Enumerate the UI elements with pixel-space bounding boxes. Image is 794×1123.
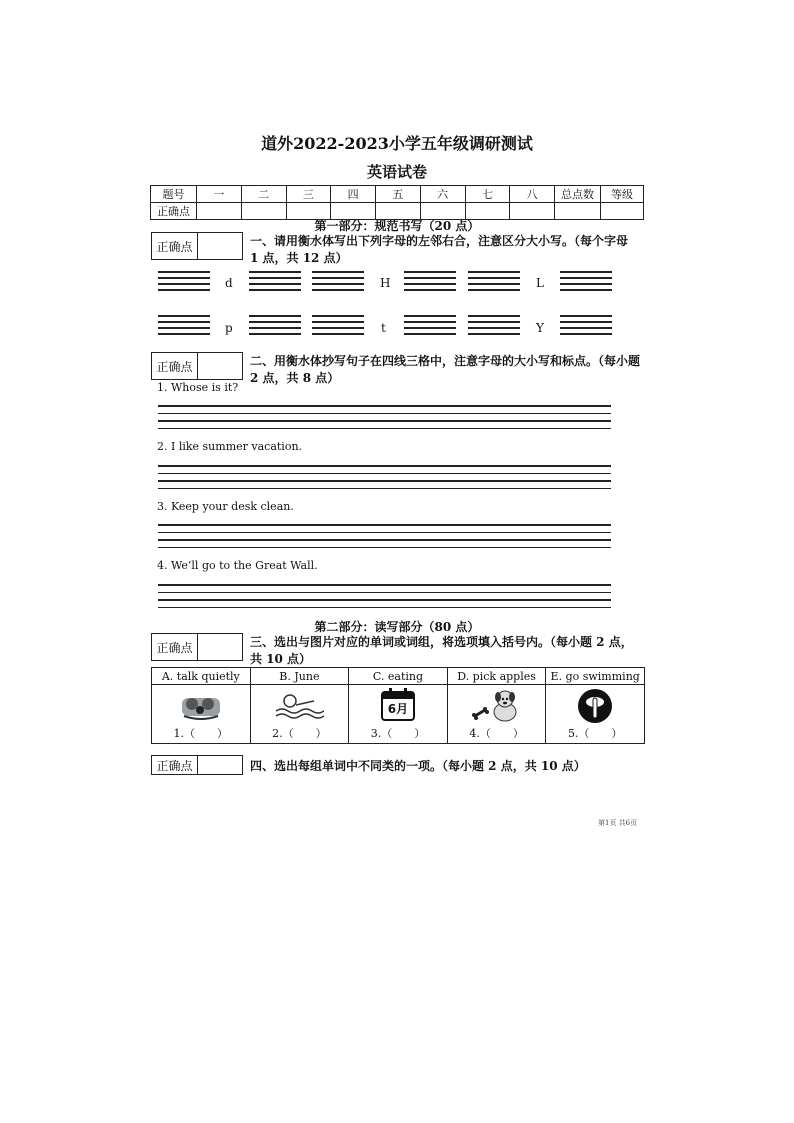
writing-lines[interactable] bbox=[312, 315, 364, 339]
writing-lines[interactable] bbox=[468, 315, 520, 339]
option-cell: A. talk quietly bbox=[152, 668, 251, 685]
given-letter: H bbox=[380, 276, 391, 290]
exam-subtitle: 英语试卷 bbox=[366, 163, 427, 181]
options-row bbox=[152, 668, 645, 685]
part1-title: 第一部分：规范书写（20 点） bbox=[314, 219, 480, 233]
score-box-label: 正确点 bbox=[152, 233, 198, 259]
writing-lines[interactable] bbox=[404, 271, 456, 295]
score-table bbox=[150, 185, 644, 220]
answer-blank[interactable]: 5.（ ） bbox=[567, 727, 623, 740]
option-cell: C. eating bbox=[349, 668, 448, 685]
sentence-prompt: 4. We’ll go to the Great Wall. bbox=[157, 559, 318, 572]
writing-lines[interactable] bbox=[468, 271, 520, 295]
given-letter: L bbox=[536, 276, 544, 290]
picture-cell bbox=[546, 685, 645, 744]
score-cell: 六 bbox=[420, 186, 465, 203]
q2-instruction: 二、用衡水体抄写句子在四线三格中，注意字母的大小写和标点。（每小题 2 点，共 8 点） bbox=[250, 354, 641, 385]
score-cell: 二 bbox=[241, 186, 286, 203]
answer-blank[interactable]: 3.（ ） bbox=[370, 727, 426, 740]
eating-picture bbox=[152, 687, 250, 725]
score-cell: 八 bbox=[510, 186, 555, 203]
option-cell: D. pick apples bbox=[447, 668, 546, 685]
score-box-label: 正确点 bbox=[152, 756, 198, 774]
option-cell: E. go swimming bbox=[546, 668, 645, 685]
sentence-prompt: 3. Keep your desk clean. bbox=[157, 500, 294, 513]
sentence-writing-lines[interactable] bbox=[158, 465, 611, 495]
q1-instruction: 一、请用衡水体写出下列字母的左邻右合，注意区分大小写。（每个字母 1 点，共 12 点） bbox=[250, 234, 629, 265]
q3-score-box bbox=[151, 633, 243, 661]
pictures-row bbox=[152, 685, 645, 744]
sentence-prompt: 2. I like summer vacation. bbox=[157, 440, 303, 453]
score-box-label: 正确点 bbox=[152, 634, 198, 660]
q2-score-box bbox=[151, 352, 243, 380]
score-box-blank[interactable] bbox=[198, 634, 242, 660]
writing-lines[interactable] bbox=[158, 271, 210, 295]
score-cell: 七 bbox=[465, 186, 510, 203]
sentence-writing-lines[interactable] bbox=[158, 524, 611, 554]
answer-blank[interactable]: 1.（ ） bbox=[173, 727, 229, 740]
writing-lines[interactable] bbox=[560, 271, 612, 295]
q4-instruction: 四、选出每组单词中不同类的一项。（每小题 2 点，共 10 点） bbox=[250, 759, 586, 773]
sentence-prompt: 1. Whose is it? bbox=[157, 381, 239, 394]
exam-title: 道外2022-2023小学五年级调研测试 bbox=[261, 134, 533, 153]
dog-bone-picture bbox=[448, 687, 546, 725]
score-cell: 四 bbox=[331, 186, 376, 203]
score-box-blank[interactable] bbox=[198, 353, 242, 379]
picture-cell bbox=[349, 685, 448, 744]
given-letter: t bbox=[381, 321, 386, 335]
score-cell: 一 bbox=[197, 186, 242, 203]
q1-score-box bbox=[151, 232, 243, 260]
q4-score-box bbox=[151, 755, 243, 775]
given-letter: d bbox=[225, 276, 233, 290]
picture-cell bbox=[447, 685, 546, 744]
option-cell: B. June bbox=[250, 668, 349, 685]
writing-lines[interactable] bbox=[404, 315, 456, 339]
writing-lines[interactable] bbox=[249, 271, 301, 295]
score-cell: 三 bbox=[286, 186, 331, 203]
score-table-header-row bbox=[151, 186, 644, 203]
q3-instruction: 三、选出与图片对应的单词或词组，将选项填入括号内。（每小题 2 点，共 10 点） bbox=[250, 635, 633, 666]
calendar-icon bbox=[349, 687, 447, 725]
sentence-writing-lines[interactable] bbox=[158, 584, 611, 614]
score-cell: 正确点 bbox=[151, 203, 197, 220]
score-box-blank[interactable] bbox=[198, 233, 242, 259]
sentence-writing-lines[interactable] bbox=[158, 405, 611, 435]
score-box-blank[interactable] bbox=[198, 756, 242, 774]
swimming-picture bbox=[251, 687, 349, 725]
writing-lines[interactable] bbox=[158, 315, 210, 339]
picture-cell bbox=[152, 685, 251, 744]
calendar-text: 6月 bbox=[387, 702, 409, 716]
score-box-label: 正确点 bbox=[152, 353, 198, 379]
page-number: 第1页 共6页 bbox=[598, 819, 638, 827]
given-letter: Y bbox=[536, 321, 544, 335]
score-cell: 等级 bbox=[601, 186, 644, 203]
score-cell: 总点数 bbox=[555, 186, 601, 203]
writing-lines[interactable] bbox=[249, 315, 301, 339]
writing-lines[interactable] bbox=[560, 315, 612, 339]
given-letter: p bbox=[225, 321, 233, 335]
score-cell: 五 bbox=[376, 186, 421, 203]
quiet-sign-icon bbox=[546, 687, 644, 725]
picture-match-table bbox=[151, 667, 645, 744]
writing-lines[interactable] bbox=[312, 271, 364, 295]
picture-cell bbox=[250, 685, 349, 744]
answer-blank[interactable]: 2.（ ） bbox=[272, 727, 327, 740]
part2-title: 第二部分：读写部分（80 点） bbox=[314, 620, 480, 634]
score-cell: 题号 bbox=[151, 186, 197, 203]
answer-blank[interactable]: 4.（ ） bbox=[469, 727, 524, 740]
